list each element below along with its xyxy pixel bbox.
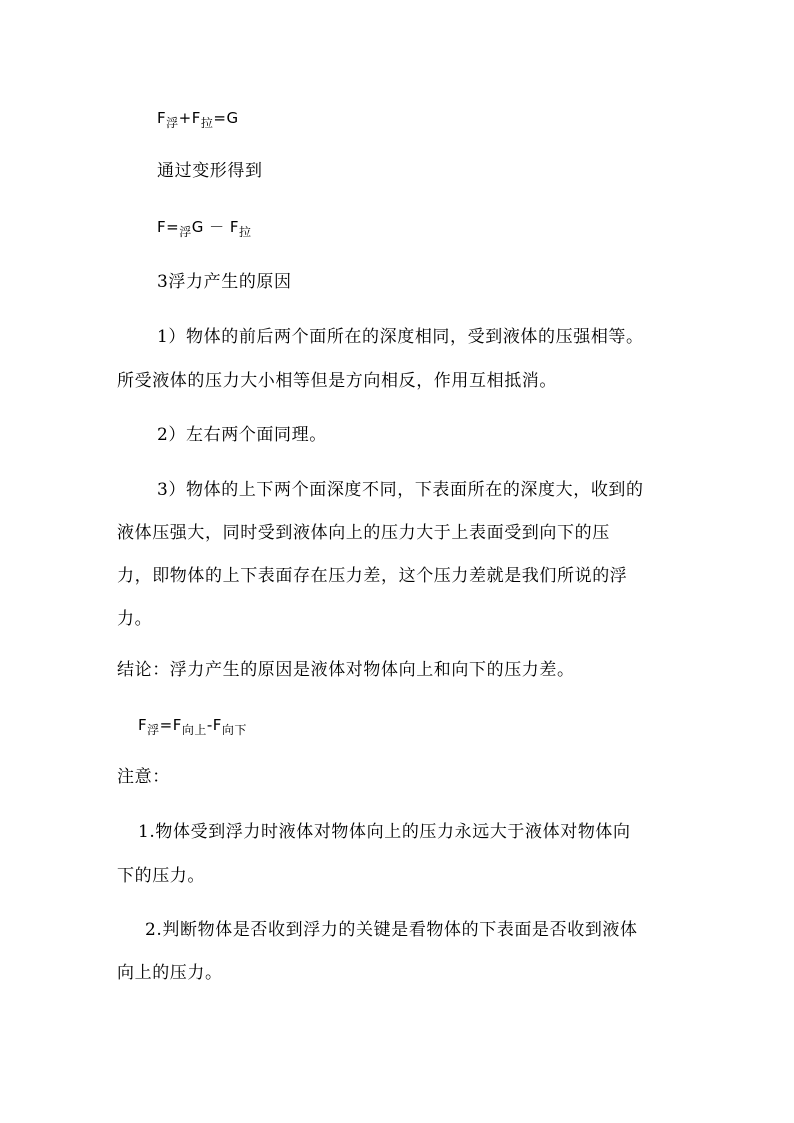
paragraph-line: 力。 bbox=[117, 609, 153, 629]
formula-symbol: F bbox=[157, 109, 167, 127]
formula-symbol: =G bbox=[213, 109, 239, 127]
formula-subscript: 拉 bbox=[239, 225, 252, 239]
paragraph-line: 所受液体的压力大小相等但是方向相反，作用互相抵消。 bbox=[117, 371, 557, 391]
formula-symbol: -F bbox=[206, 716, 222, 734]
formula-subscript: 向下 bbox=[221, 723, 247, 737]
formula-symbol: F bbox=[138, 716, 148, 734]
formula-buoyancy-balance bbox=[157, 107, 239, 130]
paragraph-line: 液体压强大，同时受到液体向上的压力大于上表面受到向下的压 bbox=[117, 523, 610, 543]
formula-symbol: +F bbox=[178, 109, 201, 127]
note-line: 1.物体受到浮力时液体对物体向上的压力永远大于液体对物体向 bbox=[138, 822, 631, 842]
note-label: 注意： bbox=[117, 767, 170, 787]
formula-subscript: 向上 bbox=[181, 723, 207, 737]
formula-subscript: 浮 bbox=[147, 723, 160, 737]
formula-subscript: 拉 bbox=[200, 116, 214, 130]
formula-symbol: F= bbox=[157, 218, 180, 236]
formula-buoyancy-derived bbox=[157, 216, 252, 239]
paragraph-line: 力，即物体的上下表面存在压力差，这个压力差就是我们所说的浮 bbox=[117, 566, 628, 586]
formula-subscript: 浮 bbox=[179, 225, 192, 239]
paragraph-line: 3）物体的上下两个面深度不同，下表面所在的深度大，收到的 bbox=[157, 480, 644, 500]
note-line: 2.判断物体是否收到浮力的关键是看物体的下表面是否收到液体 bbox=[145, 920, 638, 940]
paragraph-line: 1）物体的前后两个面所在的深度相同，受到液体的压强相等。 bbox=[157, 327, 644, 347]
note-line: 向上的压力。 bbox=[117, 963, 223, 983]
formula-symbol: G － F bbox=[191, 218, 240, 236]
formula-pressure-difference bbox=[138, 714, 247, 737]
paragraph-line: 2）左右两个面同理。 bbox=[157, 425, 327, 445]
transform-text: 通过变形得到 bbox=[157, 161, 263, 181]
formula-subscript: 浮 bbox=[166, 116, 179, 130]
note-line: 下的压力。 bbox=[117, 866, 205, 886]
formula-symbol: =F bbox=[159, 716, 182, 734]
conclusion-text: 结论：浮力产生的原因是液体对物体向上和向下的压力差。 bbox=[117, 660, 575, 680]
section-heading: 3浮力产生的原因 bbox=[157, 272, 292, 292]
